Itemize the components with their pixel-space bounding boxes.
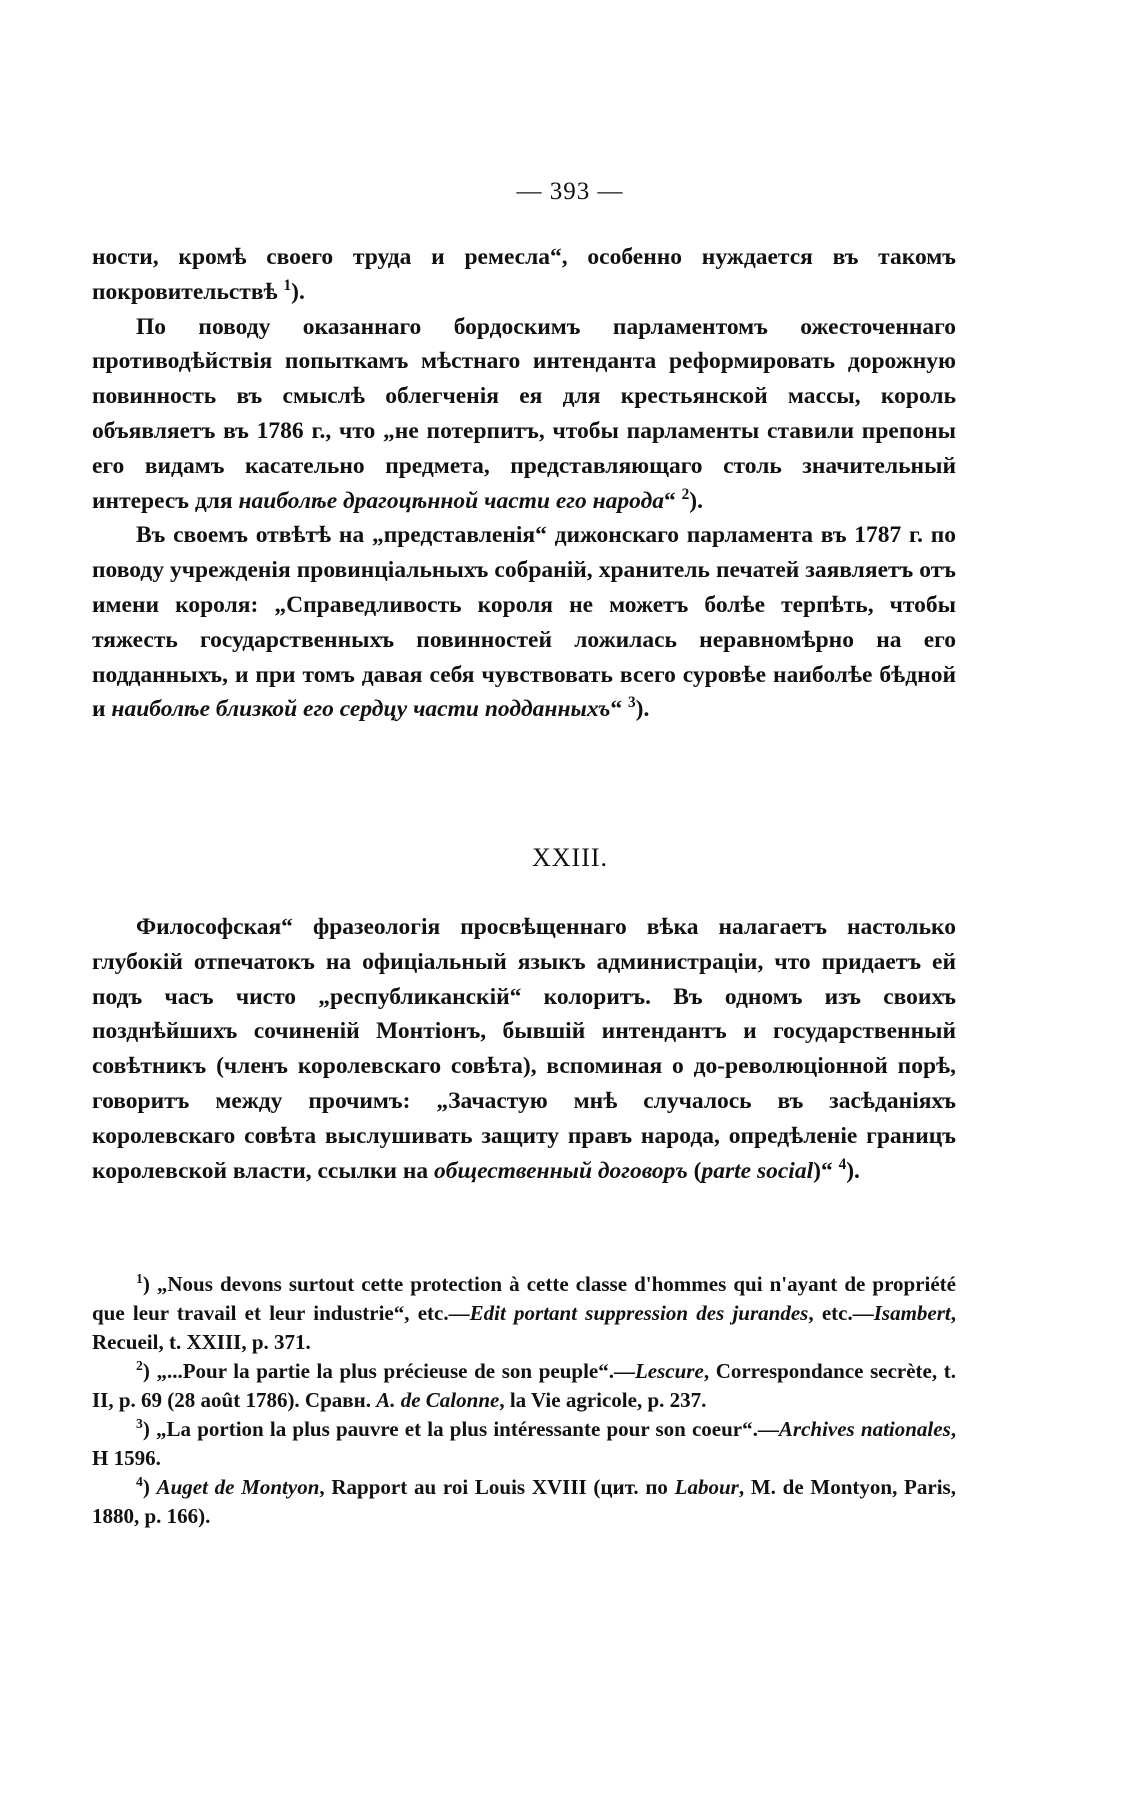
footnotes [92,1270,956,1531]
text-run: , etc.— [808,1301,874,1325]
footnote-number: 2 [136,1358,143,1373]
text-run: ( [687,1157,702,1184]
text-run: ) „Nous devons surtout cette protection à cette classe d'hommes qui n'ayant de propriété que leur travail et leur industrie“, etc.— [92,1272,956,1325]
footnote-4 [92,1473,956,1531]
italic-run: Labour [674,1475,739,1499]
italic-run: Isambert [873,1301,951,1325]
italic-run: общественный договоръ [434,1157,688,1184]
italic-run: наиболѣе близкой его сердцу части подданныхъ [111,696,611,723]
text-run: , la Vie agricole, p. 237. [499,1388,707,1412]
footnote-2 [92,1357,956,1415]
footnote-3 [92,1415,956,1473]
italic-run: Auget de Montyon [156,1475,320,1499]
footnote-ref-2: 2 [681,485,690,503]
text-run: ). [689,487,703,514]
italic-run: Edit portant suppression des jurandes [469,1301,809,1325]
italic-run: Lescure [634,1359,704,1383]
text-run: По поводу оказаннаго бордоскимъ парламентомъ ожесточеннаго противодѣйствія попыткамъ мѣстнаго интенданта реформировать дорожную повинность въ смыслѣ облегченія ея для крестьянской массы, король объявляетъ въ 1786 г., что „не потерпитъ, чтобы парламенты ставили препоны его видамъ касательно предмета, представляющаго столь значительный интересъ для [92,313,956,514]
text-run: ности, кромѣ своего труда и ремесла“, особенно нуждается въ такомъ покровительствѣ [92,244,956,305]
section-heading: XXIII. [531,843,609,872]
text-run: ) [142,1475,157,1499]
text-run: ). [846,1157,860,1184]
footnote-ref-4: 4 [838,1155,847,1173]
text-run: ) „La portion la plus pauvre et la plus intéressante pour son coeur“.— [142,1417,779,1441]
text-run: , H 1596. [92,1417,957,1470]
paragraph-4 [92,910,956,1188]
page-number: — 393 — [516,178,624,205]
footnote-number: 4 [136,1474,143,1489]
paragraph-2 [92,310,956,519]
text-run: , M. de Montyon, Paris, 1880, p. 166). [92,1475,956,1528]
text-run: Въ своемъ отвѣтѣ на „представленія“ дижонскаго парламента въ 1787 г. по поводу учрежденія провинціальныхъ собраній, хранитель печатей заявляетъ отъ имени короля: „Справедливость короля не можетъ болѣе терпѣть, чтобы тяжесть государственныхъ повинностей ложилась неравномѣрно на его подданныхъ, и при томъ давая себя чувствовать всего суровѣе наиболѣе бѣдной и [92,522,956,723]
text-run: Философская“ фразеологія просвѣщеннаго вѣка налагаетъ настолько глубокій отпечатокъ на офиціальный языкъ администраціи, что придаетъ ей подъ часъ чисто „республиканскій“ колоритъ. Въ одномъ изъ своихъ позднѣйшихъ сочиненій Монтіонъ, бывшій интендантъ и государственный совѣтникъ (членъ королевскаго совѣта), вспоминая о до-революціонной порѣ, говоритъ между прочимъ: „Зачастую мнѣ случалось въ засѣданіяхъ королевскаго совѣта выслушивать защиту правъ народа, опредѣленіе границъ королевской власти, ссылки на [92,914,956,1184]
footnote-ref-3: 3 [628,694,636,712]
text-run: , Rapport au roi Louis XVIII (цит. по [319,1475,675,1499]
italic-run: A. de Calonne [376,1388,500,1412]
text-run: “ [663,487,682,514]
footnote-ref-1: 1 [283,276,292,294]
footnote-1 [92,1270,956,1357]
footnote-number: 3 [136,1416,143,1431]
text-run: )“ [813,1157,839,1184]
italic-run: Archives nationales [778,1417,951,1441]
text-run: “ [610,696,628,723]
italic-run: наиболѣе драгоцѣнной части его народа [238,487,664,514]
text-run: ). [291,278,305,305]
main-text-upper [92,240,956,727]
footnote-number: 1 [136,1271,143,1286]
text-run: ) „...Pour la partie la plus précieuse de son peuple“.— [142,1359,635,1383]
paragraph-1 [92,240,956,310]
text-run: , Recueil, t. XXIII, p. 371. [92,1301,956,1354]
text-run: ). [635,696,650,723]
italic-run: parte social [701,1157,814,1184]
main-text-lower [92,910,956,1188]
paragraph-3 [92,518,956,727]
text-run: , Correspondance secrète, t. II, p. 69 (28 août 1786). Сравн. [92,1359,956,1412]
